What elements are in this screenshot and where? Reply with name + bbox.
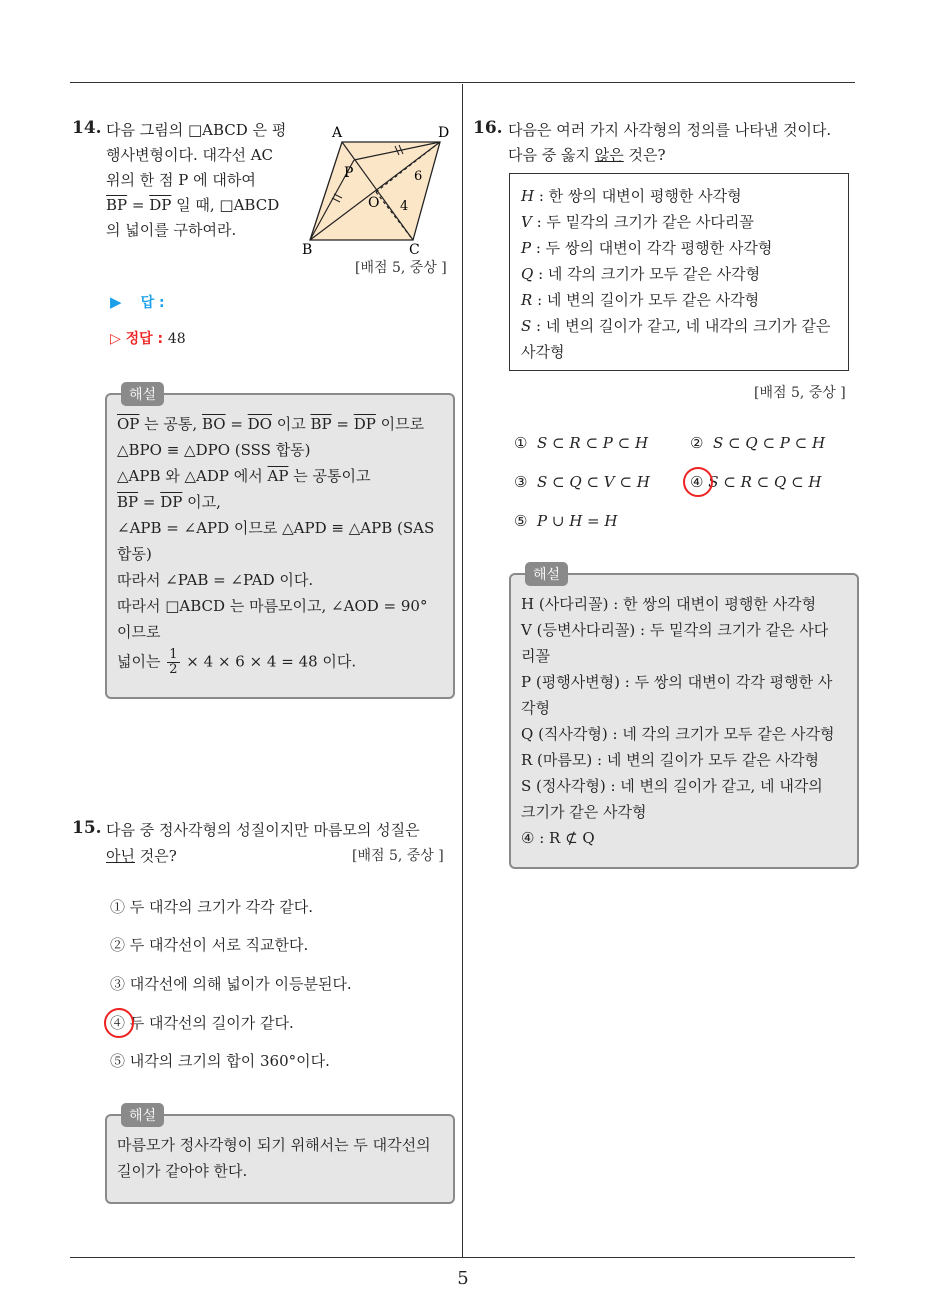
q16-sol-line8: S (정사각형) : 네 변의 길이가 같고, 네 내각의 [521,777,823,795]
q16-def-r: R : 네 변의 길이가 모두 같은 사각형 [521,291,760,309]
page-number: 5 [457,1268,469,1289]
q14-line2: 행사변형이다. 대각선 AC [106,146,274,164]
q16-score: [배점 5, 중상 ] [754,385,846,401]
q15-score: [배점 5, 중상 ] [352,848,444,864]
q16-sol-line7: R (마름모) : 네 변의 길이가 모두 같은 사각형 [521,751,820,769]
q15-option-2[interactable]: ② 두 대각선이 서로 직교한다. [110,936,309,954]
q14-sol-line8: 따라서 □ABCD 는 마름모이고, ∠AOD = 90° [117,597,428,615]
q15-number: 15. [72,818,102,838]
q14-sol-line3: △APB 와 △ADP 에서 $\overline{AP}$ 는 공통이고 [117,467,371,485]
answer-arrow-icon: ▶ [110,293,122,311]
q16-line2: 다음 중 옳지 않은 것은? [508,146,666,164]
q14-sol-line1: $\overline{OP}$ 는 공통, $\overline{BO} = \overline{DO}$ 이고 $\overline{BP} = \overline{DP}$ 이므로 [117,415,425,433]
q15-option-5[interactable]: ⑤ 내각의 크기의 합이 360°이다. [110,1052,330,1070]
q16-option-4[interactable]: ④ S ⊂ R ⊂ Q ⊂ H [690,473,822,491]
fig-label-p: P [344,165,354,181]
q16-option-1[interactable]: ① S ⊂ R ⊂ P ⊂ H [514,434,649,452]
q16-number: 16. [473,118,503,138]
q15-solution-box [105,1114,455,1204]
q16-def-s-cont: 사각형 [521,343,565,361]
q16-sol-line1: H (사다리꼴) : 한 쌍의 대변이 평행한 사각형 [521,595,817,613]
q14-sol-line9: 이므로 [117,623,161,641]
q14-line5: 의 넓이를 구하여라. [106,221,237,239]
q16-def-h: H : 한 쌍의 대변이 평행한 사각형 [521,187,742,205]
q16-def-v: V : 두 밑각의 크기가 같은 사다리꼴 [521,213,754,231]
q14-line4: $\overline{BP} = \overline{DP}$ 일 때, □ABCD [106,196,280,214]
q16-def-q: Q : 네 각의 크기가 모두 같은 사각형 [521,265,761,283]
fig-label-4: 4 [400,199,409,214]
q16-solution-tag: 해설 [525,562,568,586]
q16-solution-box [509,573,859,869]
q16-option-5[interactable]: ⑤ P ∪ H = H [514,512,618,530]
fig-label-a: A [332,125,343,141]
q16-def-p: P : 두 쌍의 대변이 각각 평행한 사각형 [521,239,773,257]
q16-def-s: S : 네 변의 길이가 같고, 네 내각의 크기가 같은 [521,317,831,335]
q16-option-3[interactable]: ③ S ⊂ Q ⊂ V ⊂ H [514,473,650,491]
q15-answer-circle-icon [104,1008,134,1038]
q15-option-3[interactable]: ③ 대각선에 의해 넓이가 이등분된다. [110,975,352,993]
q14-sol-line2: △BPO ≡ △DPO (SSS 합동) [117,441,311,459]
q16-sol-line10: ④ : R ⊄ Q [521,829,595,847]
q14-number: 14. [72,118,102,138]
q14-sol-line7: 따라서 ∠PAB = ∠PAD 이다. [117,571,314,589]
q15-line1: 다음 중 정사각형의 성질이지만 마름모의 성질은 [106,821,420,839]
parallelogram-figure [298,122,458,257]
correct-arrow-icon: ▷ [110,331,121,347]
q16-sol-line5: 각형 [521,699,550,717]
q16-sol-line6: Q (직사각형) : 네 각의 크기가 모두 같은 사각형 [521,725,835,743]
q16-sol-line2: V (등변사다리꼴) : 두 밑각의 크기가 같은 사다 [521,621,829,639]
q15-solution-tag: 해설 [121,1103,164,1127]
q16-line1: 다음은 여러 가지 사각형의 정의를 나타낸 것이다. [508,121,832,139]
q15-option-1[interactable]: ① 두 대각의 크기가 각각 같다. [110,898,313,916]
fig-label-6: 6 [414,169,423,184]
q14-sol-line10: 넓이는 $\frac{1}{2}$ × 4 × 6 × 4 = 48 이다. [117,647,357,677]
q15-line2: 아닌 것은? [106,847,177,865]
column-divider [462,84,463,1258]
q16-sol-line9: 크기가 같은 사각형 [521,803,647,821]
bottom-rule [70,1257,855,1258]
q14-answer-row: ▶ 답 : [110,293,165,311]
q16-answer-circle-icon [683,467,713,497]
q14-solution-tag: 해설 [121,382,164,406]
q15-sol-line2: 길이가 같아야 한다. [117,1162,248,1180]
q16-sol-line3: 리꼴 [521,647,550,665]
q15-option-4[interactable]: ④ 두 대각선의 길이가 같다. [110,1014,294,1032]
q16-sol-line4: P (평행사변형) : 두 쌍의 대변이 각각 평행한 사 [521,673,833,691]
fig-label-c: C [409,242,420,257]
q14-score: [배점 5, 중상 ] [355,260,447,276]
q14-line1: 다음 그림의 □ABCD 은 평 [106,121,287,139]
q14-line3: 위의 한 점 P 에 대하여 [106,171,256,189]
fig-label-b: B [302,242,313,257]
q14-sol-line5: ∠APB = ∠APD 이므로 △APD ≡ △APB (SAS [117,519,435,537]
q15-sol-line1: 마름모가 정사각형이 되기 위해서는 두 대각선의 [117,1136,431,1154]
top-rule [70,82,855,83]
q16-option-2[interactable]: ② S ⊂ Q ⊂ P ⊂ H [690,434,826,452]
q14-correct-row: ▷ 정답 : 48 [110,331,186,347]
fig-label-d: D [438,125,450,141]
q14-sol-line4: $\overline{BP} = \overline{DP}$ 이고, [117,493,221,511]
q14-sol-line6: 합동) [117,545,152,563]
fig-label-o: O [368,195,380,211]
